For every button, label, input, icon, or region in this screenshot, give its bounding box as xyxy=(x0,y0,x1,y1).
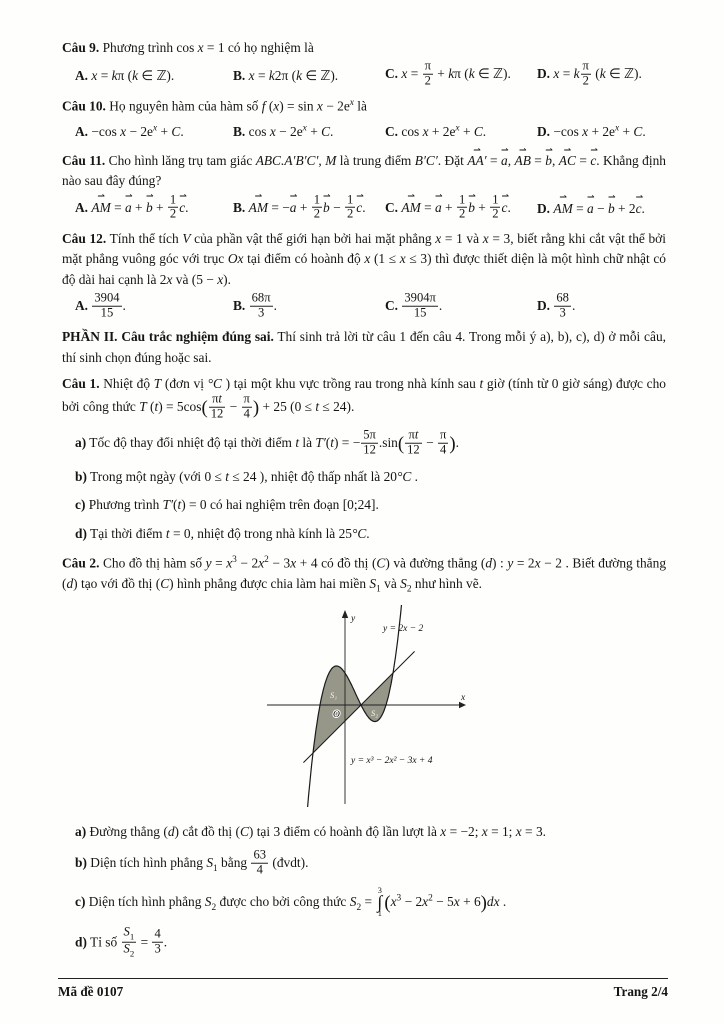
part2-question-2-item-a: a) Đường thẳng (d) cắt đồ thị (C) tại 3 điểm có hoành độ lần lượt là x = −2; x = 1; x = 3. xyxy=(75,823,546,839)
question-9-options xyxy=(62,61,666,89)
question-11-option-b: B. AM ⇀ = −a ⇀ + $\frac{1}{2}$ b ⇀ − $\frac{1}{2}$ c ⇀. xyxy=(233,195,385,223)
region-s2-label: S₂ xyxy=(370,707,378,718)
question-10-option-c: C. $\cos x + 2e^x + C$. xyxy=(385,123,487,140)
y-axis-arrow-icon xyxy=(341,610,347,618)
question-11-option-d: D. AM ⇀ = a ⇀ − b ⇀ + 2c ⇀. xyxy=(537,196,666,221)
question-10-option-d: D. −cos $x + 2e^x + C$. xyxy=(537,123,646,140)
question-10 xyxy=(62,96,666,145)
question-11-option-c: C. AM ⇀ = a ⇀ + $\frac{1}{2}$ b ⇀ + $\frac{1}{2}$ c ⇀. xyxy=(385,195,537,223)
question-11-options xyxy=(62,192,666,223)
curve-label: y = x³ − 2x² − 3x + 4 xyxy=(350,755,432,766)
question-12-option-c: C. $\frac{3904\pi}{15}$ . xyxy=(385,290,443,320)
question-11 xyxy=(62,151,666,223)
line-label: y = 2x − 2 xyxy=(382,623,423,634)
question-9-option-b: B. x = k2π (k ∈ ℤ). xyxy=(233,67,339,83)
exam-content xyxy=(62,32,666,968)
question-9 xyxy=(62,38,666,90)
part2-question-2 xyxy=(62,553,666,960)
part2-question-1 xyxy=(62,374,666,545)
question-10-options xyxy=(62,119,666,144)
part2-question-2-item-b: b) Diện tích hình phẳng $S_1$ bằng $\frac{63}{4}$ (đvdt). xyxy=(75,848,309,877)
question-12-option-b: B. $\frac{68\pi}{3}$ . xyxy=(233,290,277,320)
part2-question-1-item-b: b) Trong một ngày (với 0 ≤ t ≤ 24 ), nhiệt độ thấp nhất là 20°C . xyxy=(75,468,418,484)
question-11-stem: Câu 11. Cho hình lăng trụ tam giác ABC.A′B′C′, M là trung điểm B′C′. Đặt AA′ ⇀ = a ⇀, AB ⇀ = b ⇀, AC ⇀ = c ⇀. Khẳng định nào sau đây đúng? xyxy=(62,151,666,192)
question-10-option-b: B. $\cos x - 2e^x + C$. xyxy=(233,123,334,140)
region-s1-label: S₁ xyxy=(329,689,337,700)
page-number: Trang 2/4 xyxy=(613,984,668,999)
part2-question-2-item-d: d) Tỉ số $\frac{S_1}{S_2}$ = $\frac{4}{3}$ . xyxy=(75,924,168,958)
figure-container xyxy=(247,605,482,814)
question-9-option-d: D. x = k $\frac{\pi}{2}$ (k ∈ ℤ). xyxy=(537,59,642,88)
figure-graph xyxy=(247,605,482,810)
question-12 xyxy=(62,229,666,321)
y-axis-label: y xyxy=(350,613,355,624)
question-9-option-c: C. x = $\frac{\pi}{2}$ + kπ (k ∈ ℤ). xyxy=(385,59,511,88)
origin-label: O xyxy=(332,709,340,720)
question-12-stem: Câu 12. Tính thể tích V của phần vật thể giới hạn bởi hai mặt phẳng x = 1 và x = 3, biết rằng khi cắt vật thể bởi mặt phẳng vuông góc với trục Ox tại điểm có hoành độ x (1 ≤ x ≤ 3) thì được thiết diện là một hình chữ nhật có độ dài hai cạnh là 2x và (5 − x). xyxy=(62,230,666,287)
page-footer xyxy=(58,978,668,1000)
question-11-option-a: A. AM ⇀ = a ⇀ + b ⇀ + $\frac{1}{2}$ c ⇀. xyxy=(75,195,233,223)
question-9-stem: Câu 9. Phương trình cos x = 1 có họ nghiệm là xyxy=(62,40,314,55)
x-axis-label: x xyxy=(460,692,465,703)
question-10-option-a: A. −cos $x - 2e^x + C$. xyxy=(75,123,184,140)
part2-header: PHẦN II. Câu trắc nghiệm đúng sai. Thí sinh trả lời từ câu 1 đến câu 4. Trong mỗi ý a), b), c), d) ở mỗi câu, thí sinh chọn đúng hoặc sai. xyxy=(62,329,666,365)
part2-question-2-item-c: c) Diện tích hình phẳng $S_2$ được cho bởi công thức $S_2$ = 3 ∫ 1 $(x^3 - 2x^2 - 5x + 6)dx$ . xyxy=(75,885,507,919)
part2-question-1-item-c: c) Phương trình T′(t) = 0 có hai nghiệm trên đoạn [0;24]. xyxy=(75,497,379,513)
part2-question-1-item-a: a) Tốc độ thay đổi nhiệt độ tại thời điểm t là T′(t) = − $\frac{5\pi}{12}$ .sin( $\frac{\pi t}{12}$ − $\frac{\pi}{4}$ ). xyxy=(75,428,459,457)
part2-question-1-stem: Câu 1. Nhiệt độ T (đơn vị °C ) tại một khu vực trồng rau trong nhà kính sau t giờ (tính từ 0 giờ sáng) được cho bởi công thức T (t) = 5cos( $\frac{\pi t}{12}$ − $\frac{\pi}{4}$ ) + 25 (0 ≤ t ≤ 24). xyxy=(62,375,667,421)
question-10-stem: Câu 10. Họ nguyên hàm của hàm số f $(x) = \sin x - 2e^x$ là xyxy=(62,97,367,114)
part2-question-2-stem: Câu 2. Cho đồ thị hàm số $y = x^3 - 2x^2 - 3x + 4$ có đồ thị (C) và đường thẳng (d) : y = 2x − 2 . Biết đường thẳng (d) tạo với đồ thị (C) hình phẳng được chia làm hai miền $S_1$ và $S_2$ như hình vẽ. xyxy=(62,554,667,595)
question-9-option-a: A. x = kπ (k ∈ ℤ). xyxy=(75,67,175,83)
exam-code: Mã đề 0107 xyxy=(58,984,124,999)
question-12-option-a: A. $\frac{3904}{15}$ . xyxy=(75,290,126,320)
question-12-options xyxy=(62,290,666,321)
part2-question-1-item-d: d) Tại thời điểm t = 0, nhiệt độ trong nhà kính là 25°C. xyxy=(75,526,370,542)
question-12-option-d: D. $\frac{68}{3}$ . xyxy=(537,290,576,320)
